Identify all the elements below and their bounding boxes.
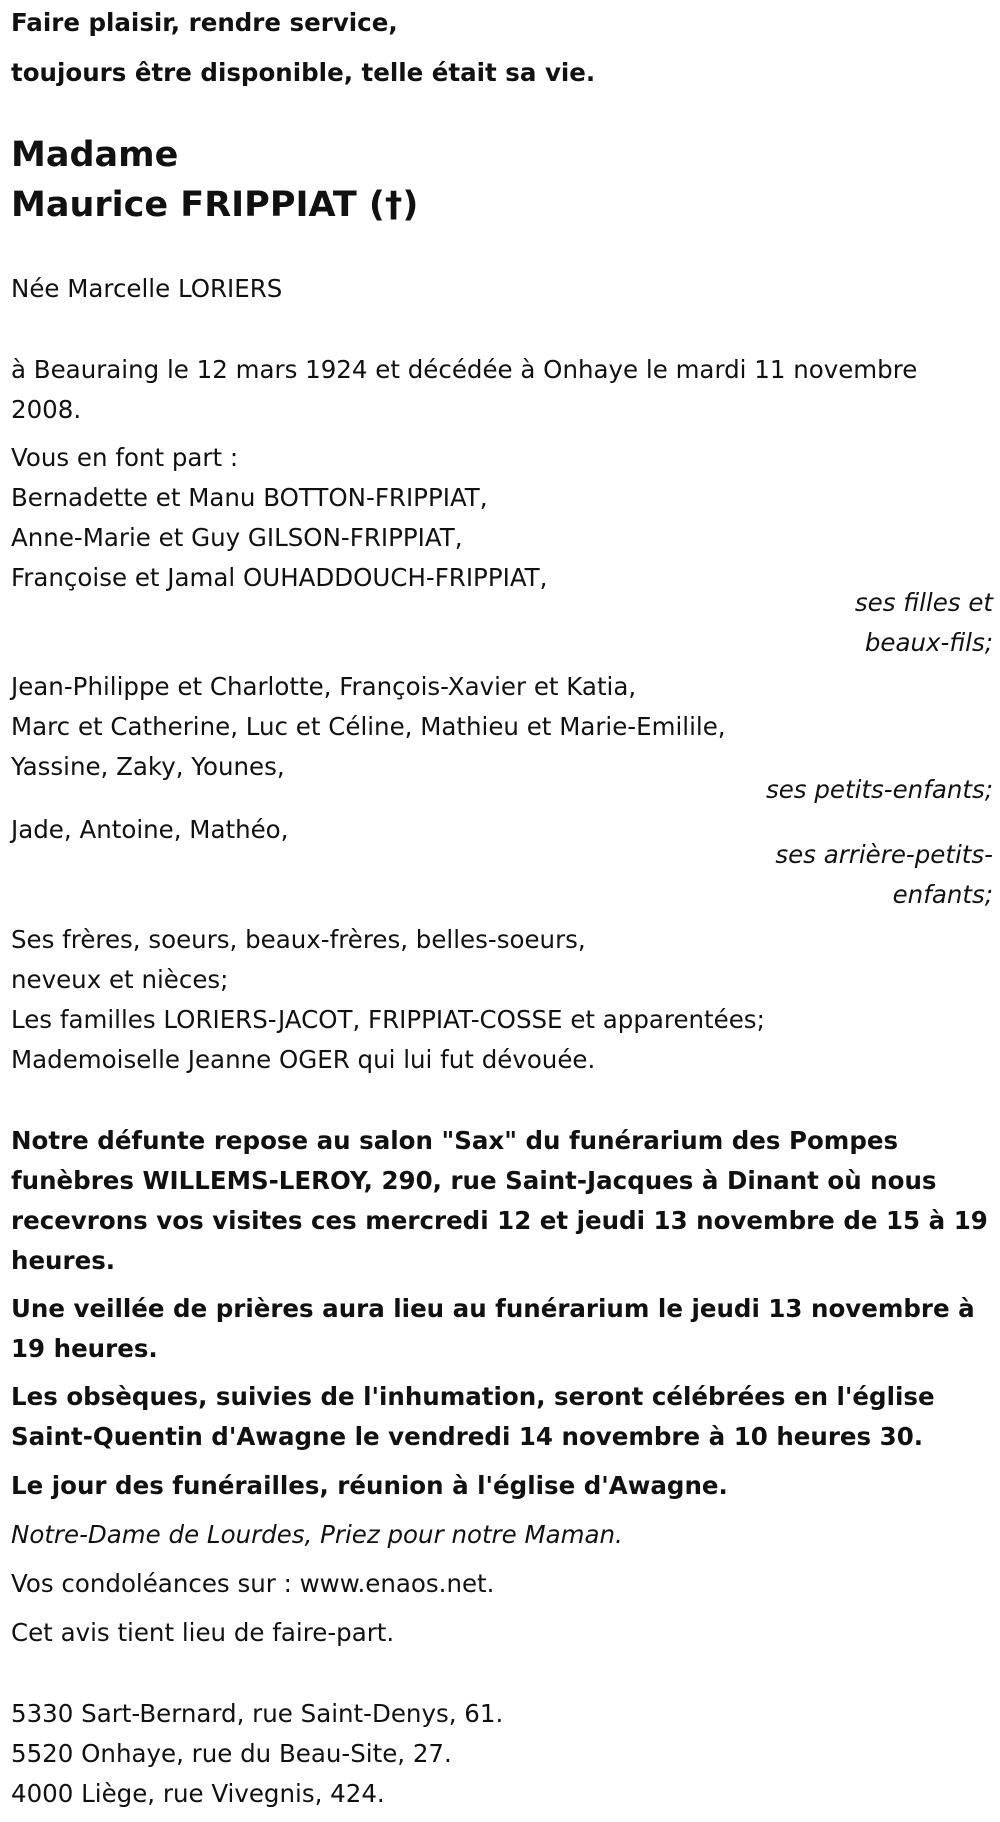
vigil-line: 19 heures. xyxy=(11,1334,158,1363)
great-grandchildren-line: Jade, Antoine, Mathéo, xyxy=(11,815,289,844)
funeral-line: Les obsèques, suivies de l'inhumation, seront célébrées en l'église xyxy=(11,1382,935,1411)
dates-line-2: 2008. xyxy=(11,395,82,424)
great-grandchildren-label-1: ses arrière-petits- xyxy=(775,840,993,869)
family-intro: Vous en font part : xyxy=(11,443,239,472)
relatives-line: neveux et nièces; xyxy=(11,965,229,994)
funeral-line: Saint-Quentin d'Awagne le vendredi 14 novembre à 10 heures 30. xyxy=(11,1422,924,1451)
daughters-label-1: ses filles et xyxy=(854,588,993,617)
address-line: 4000 Liège, rue Vivegnis, 424. xyxy=(11,1779,385,1808)
repose-line: heures. xyxy=(11,1246,116,1275)
prayer-line: Notre-Dame de Lourdes, Priez pour notre Maman. xyxy=(11,1520,623,1549)
repose-line: Notre défunte repose au salon "Sax" du funérarium des Pompes xyxy=(11,1126,899,1155)
address-line: 5330 Sart-Bernard, rue Saint-Denys, 61. xyxy=(11,1699,504,1728)
daughter-line: Françoise et Jamal OUHADDOUCH-FRIPPIAT, xyxy=(11,563,548,592)
condolences-line: Vos condoléances sur : www.enaos.net. xyxy=(11,1569,495,1598)
motto-line-2: toujours être disponible, telle était sa vie. xyxy=(11,58,596,87)
great-grandchildren-label-2: enfants; xyxy=(892,880,993,909)
repose-line: recevrons vos visites ces mercredi 12 et jeudi 13 novembre de 15 à 19 xyxy=(11,1206,988,1235)
daughters-label-2: beaux-fils; xyxy=(864,628,993,657)
grandchildren-line: Marc et Catherine, Luc et Céline, Mathieu et Marie-Emilile, xyxy=(11,712,726,741)
motto-line-1: Faire plaisir, rendre service, xyxy=(11,8,398,37)
dates-line-1: à Beauraing le 12 mars 1924 et décédée à Onhaye le mardi 11 novembre xyxy=(11,355,918,384)
address-line: 5520 Onhaye, rue du Beau-Site, 27. xyxy=(11,1739,452,1768)
repose-line: funèbres WILLEMS-LEROY, 290, rue Saint-Jacques à Dinant où nous xyxy=(11,1166,937,1195)
relatives-line: Les familles LORIERS-JACOT, FRIPPIAT-COSSE et apparentées; xyxy=(11,1005,765,1034)
daughter-line: Anne-Marie et Guy GILSON-FRIPPIAT, xyxy=(11,523,463,552)
deceased-title: Madame xyxy=(11,135,179,175)
grandchildren-line: Jean-Philippe et Charlotte, François-Xavier et Katia, xyxy=(11,672,637,701)
deceased-name: Maurice FRIPPIAT (†) xyxy=(11,185,419,225)
grandchildren-label: ses petits-enfants; xyxy=(765,775,993,804)
relatives-line: Ses frères, soeurs, beaux-frères, belles-soeurs, xyxy=(11,925,586,954)
relatives-line: Mademoiselle Jeanne OGER qui lui fut dévouée. xyxy=(11,1045,596,1074)
birth-name: Née Marcelle LORIERS xyxy=(11,274,283,303)
vigil-line: Une veillée de prières aura lieu au funérarium le jeudi 13 novembre à xyxy=(11,1294,975,1323)
daughter-line: Bernadette et Manu BOTTON-FRIPPIAT, xyxy=(11,483,488,512)
grandchildren-line: Yassine, Zaky, Younes, xyxy=(11,752,285,781)
meeting-line: Le jour des funérailles, réunion à l'église d'Awagne. xyxy=(11,1471,728,1500)
notice-line: Cet avis tient lieu de faire-part. xyxy=(11,1618,395,1647)
